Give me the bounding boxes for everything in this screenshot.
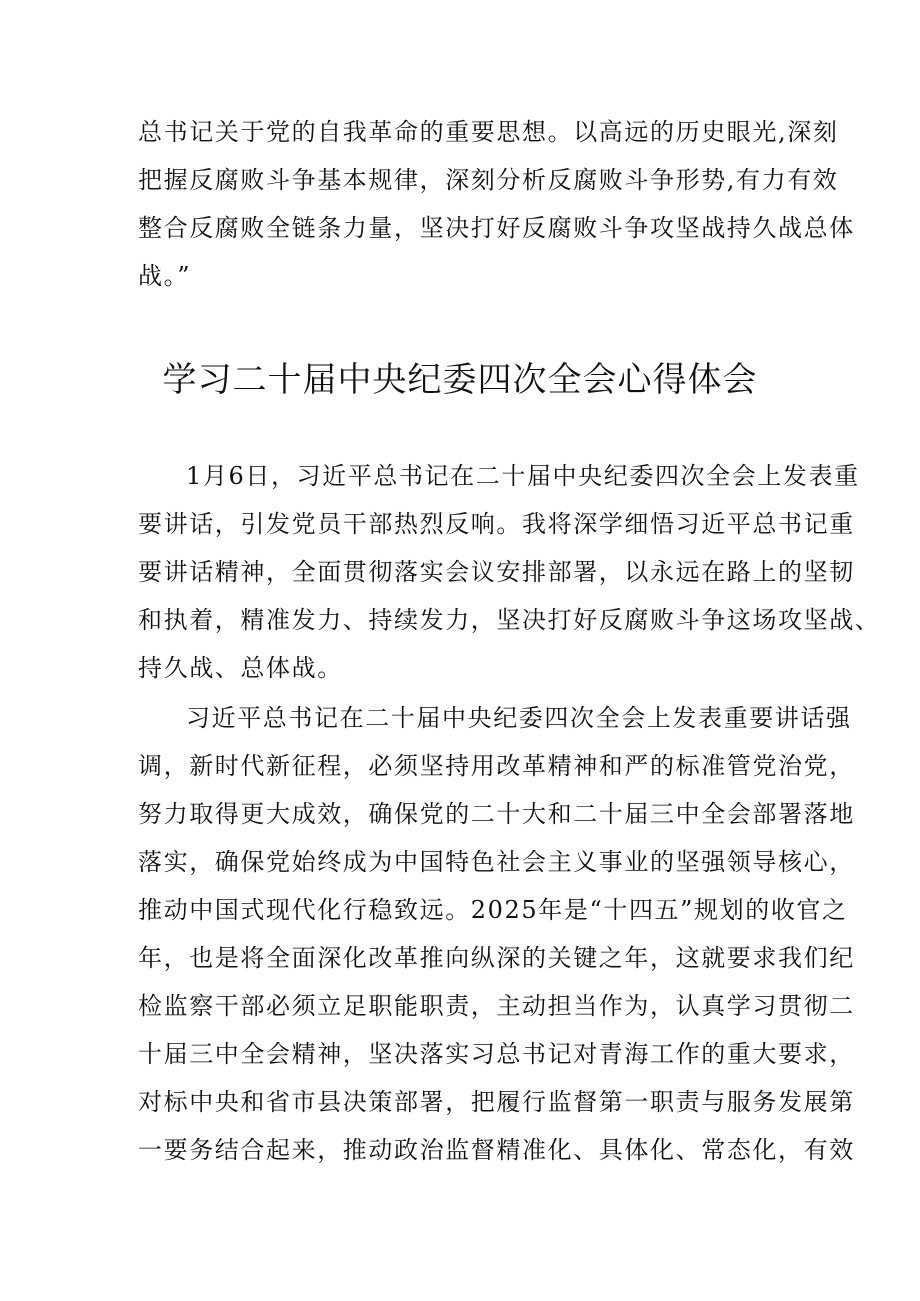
paragraph2-line-7: 检监察干部必须立足职能职责，主动担当作为，认真学习贯彻二 bbox=[138, 992, 855, 1020]
paragraph2-line-3: 努力取得更大成效，确保党的二十大和二十届三中全会部署落地 bbox=[138, 800, 855, 828]
paragraph2-line-10: 一要务结合起来，推动政治监督精准化、具体化、常态化，有效 bbox=[138, 1136, 855, 1164]
paragraph2-line-8: 十届三中全会精神，坚决落实习总书记对青海工作的重大要求， bbox=[138, 1040, 855, 1068]
paragraph1-line-4: 和执着，精准发力、持续发力，坚决打好反腐败斗争这场攻坚战、 bbox=[138, 606, 881, 634]
paragraph1-line-1: 1月6日，习近平总书记在二十届中央纪委四次全会上发表重 bbox=[186, 462, 860, 490]
document-title: 学习二十届中央纪委四次全会心得体会 bbox=[162, 360, 758, 400]
intro-line-1: 总书记关于党的自我革命的重要思想。以高远的历史眼光,深刻 bbox=[138, 118, 839, 146]
paragraph2-line-6: 年，也是将全面深化改革推向纵深的关键之年，这就要求我们纪 bbox=[138, 944, 855, 972]
paragraph1-line-2: 要讲话，引发党员干部热烈反响。我将深学细悟习近平总书记重 bbox=[138, 510, 855, 538]
paragraph1-line-3: 要讲话精神，全面贯彻落实会议安排部署，以永远在路上的坚韧 bbox=[138, 558, 855, 586]
intro-line-4: 战。” bbox=[138, 262, 192, 290]
paragraph2-line-2: 调，新时代新征程，必须坚持用改革精神和严的标准管党治党， bbox=[138, 752, 855, 780]
paragraph1-line-5: 持久战、总体战。 bbox=[138, 654, 343, 682]
paragraph2-line-1: 习近平总书记在二十届中央纪委四次全会上发表重要讲话强 bbox=[186, 704, 852, 732]
paragraph2-line-4: 落实，确保党始终成为中国特色社会主义事业的坚强领导核心， bbox=[138, 848, 855, 876]
intro-line-3: 整合反腐败全链条力量，坚决打好反腐败斗争攻坚战持久战总体 bbox=[138, 214, 855, 242]
intro-line-2: 把握反腐败斗争基本规律，深刻分析反腐败斗争形势,有力有效 bbox=[138, 166, 839, 194]
paragraph2-line-5: 推动中国式现代化行稳致远。2025年是“十四五”规划的收官之 bbox=[138, 896, 848, 924]
paragraph2-line-9: 对标中央和省市县决策部署，把履行监督第一职责与服务发展第 bbox=[138, 1088, 855, 1116]
